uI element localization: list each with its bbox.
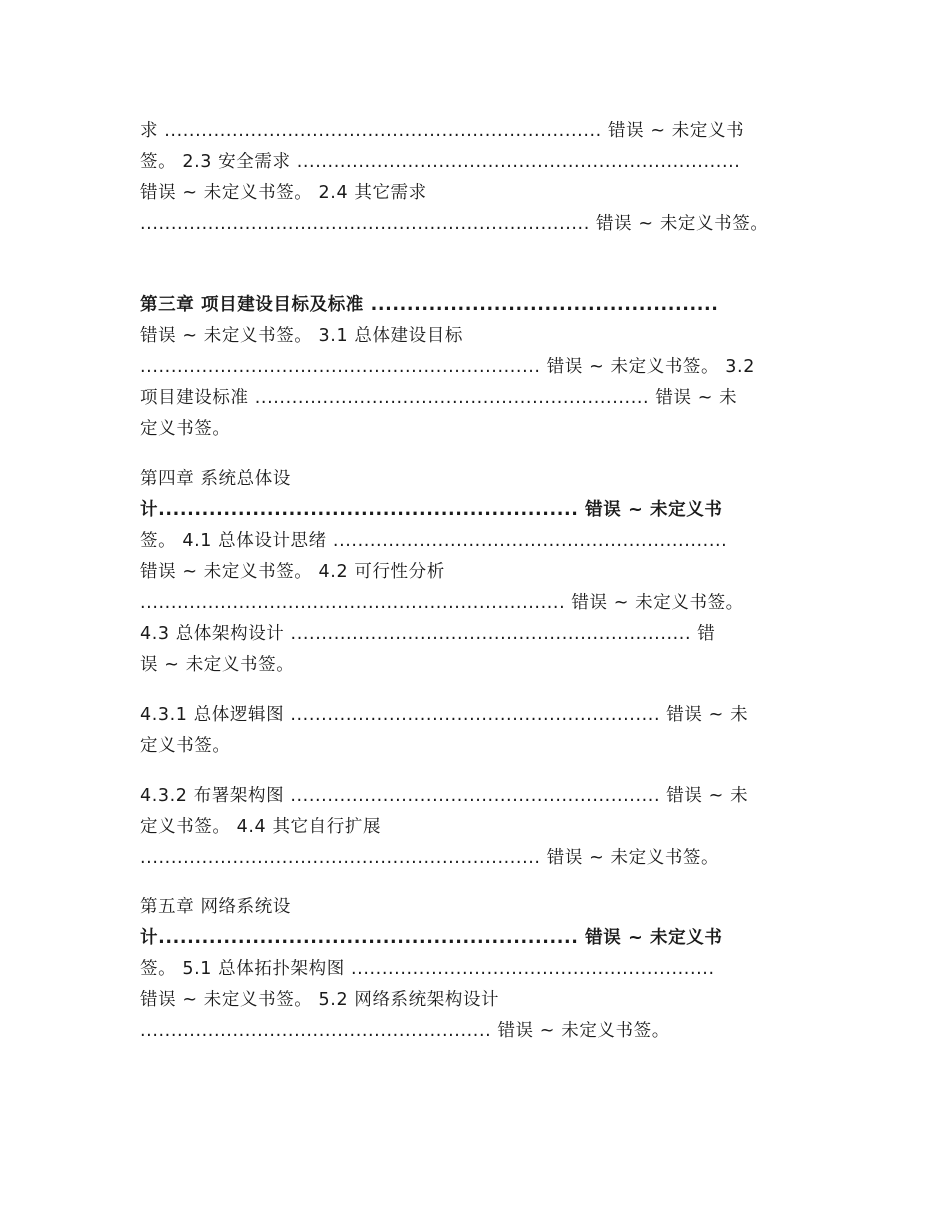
toc-line: ..................................................................... 错误 ~ 未定义书签。	[140, 593, 744, 613]
toc-line: 计.......................................................... 错误 ~ 未定义书	[140, 500, 723, 520]
toc-line: ......................................................... 错误 ~ 未定义书签。	[140, 1021, 670, 1041]
toc-line: 求 ....................................................................... 错误 ~ 未定义书	[140, 121, 745, 141]
toc-line: 计.......................................................... 错误 ~ 未定义书	[140, 928, 723, 948]
toc-line: 4.3.1 总体逻辑图 ............................................................ 错误 ~ 未	[140, 705, 749, 725]
toc-chapter-heading: 第三章 项目建设目标及标准 ................................................	[140, 295, 719, 315]
toc-line: 项目建设标准 ................................................................ 错误 ~ 未	[140, 388, 738, 408]
toc-line: 签。 5.1 总体拓扑架构图 ...........................................................	[140, 959, 715, 979]
toc-line: 签。 2.3 安全需求 ........................................................................	[140, 152, 741, 172]
toc-line: 4.3.2 布署架构图 ............................................................ 错误 ~ 未	[140, 786, 749, 806]
toc-chapter-heading: 第四章 系统总体设	[140, 469, 291, 489]
toc-line: 错误 ~ 未定义书签。 5.2 网络系统架构设计	[140, 990, 500, 1010]
toc-line: 4.3 总体架构设计 ................................................................. 错	[140, 624, 716, 644]
toc-line: 签。 4.1 总体设计思绪 ................................................................	[140, 531, 728, 551]
toc-chapter-heading: 第五章 网络系统设	[140, 897, 291, 917]
toc-line: 错误 ~ 未定义书签。 4.2 可行性分析	[140, 562, 445, 582]
toc-line: 错误 ~ 未定义书签。 3.1 总体建设目标	[140, 326, 463, 346]
toc-line: 误 ~ 未定义书签。	[140, 655, 295, 675]
toc-line: ................................................................. 错误 ~ 未定义书签。 3.2	[140, 357, 755, 377]
toc-line: ................................................................. 错误 ~ 未定义书签。	[140, 848, 720, 868]
toc-line: 错误 ~ 未定义书签。 2.4 其它需求	[140, 183, 427, 203]
toc-line: 定义书签。 4.4 其它自行扩展	[140, 817, 382, 837]
toc-line: 定义书签。	[140, 419, 231, 439]
toc-line: 定义书签。	[140, 736, 231, 756]
toc-line: ......................................................................... 错误 ~ 未定义书签。	[140, 214, 769, 234]
